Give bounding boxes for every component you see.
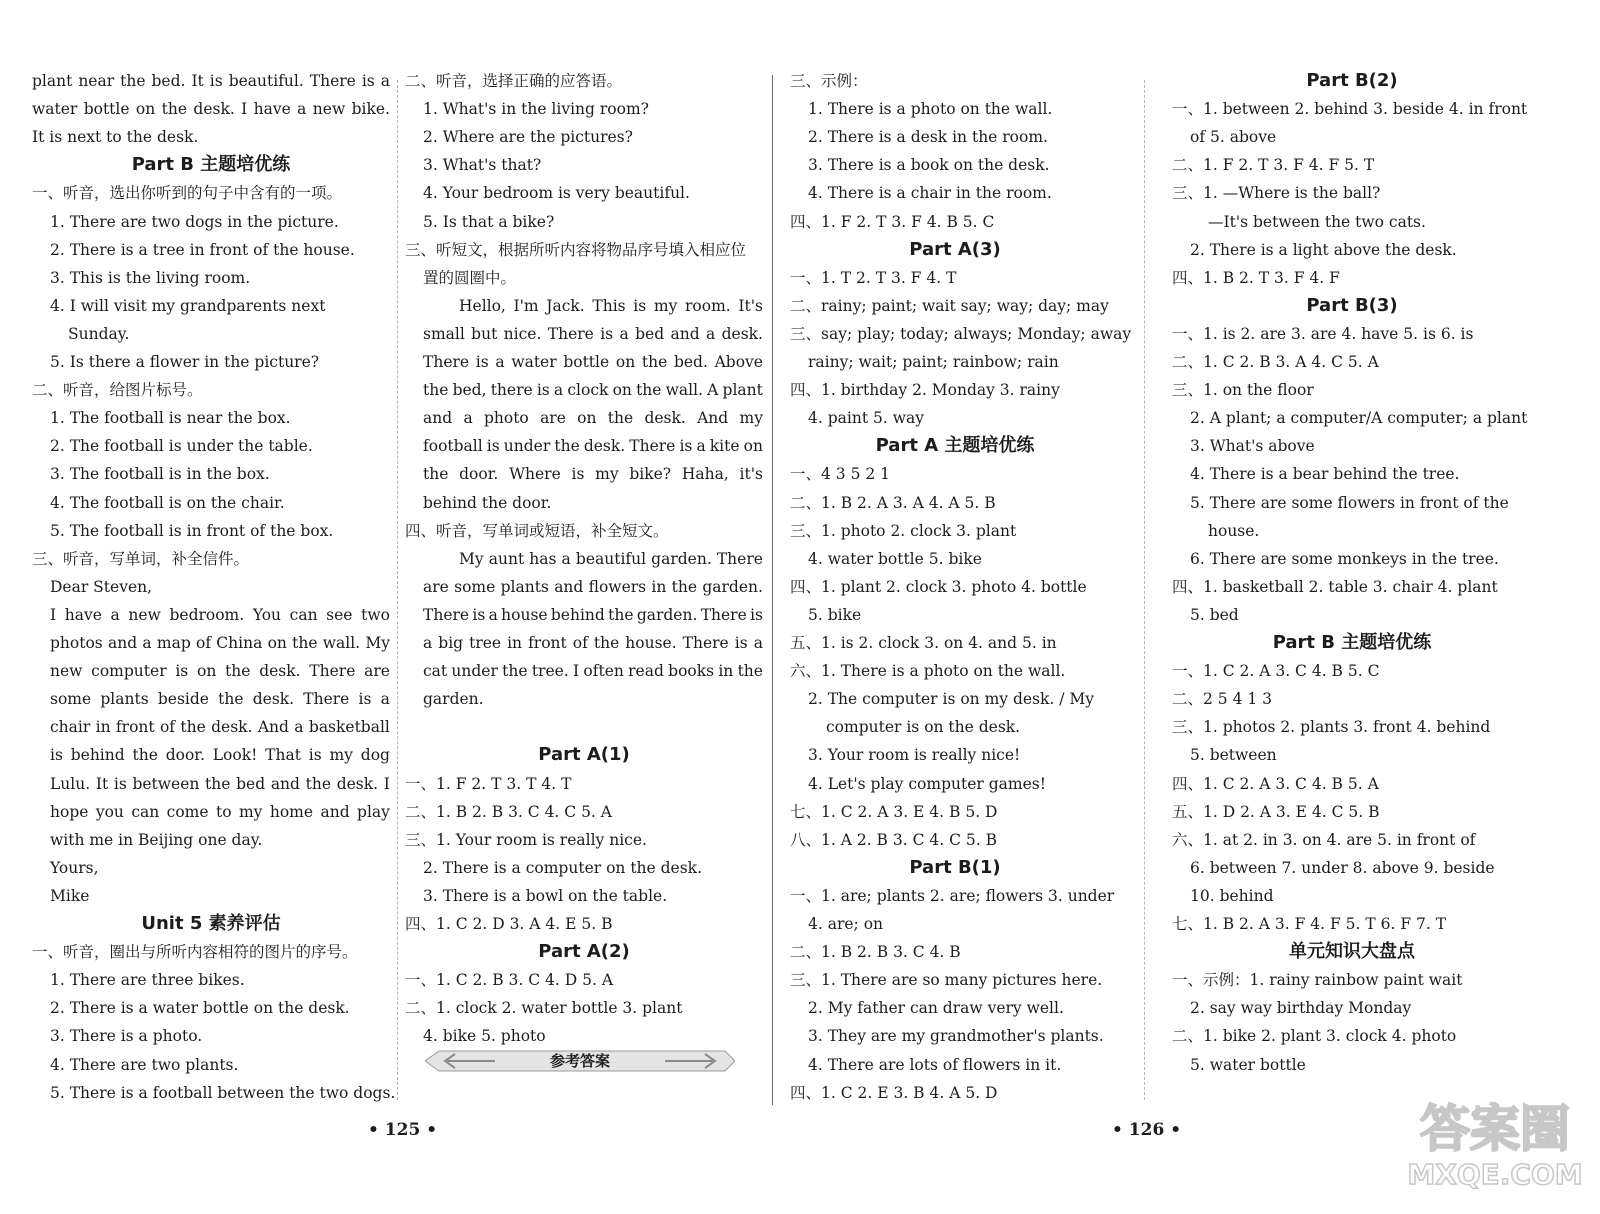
text-line: 四、1. C 2. A 3. C 4. B 5. A: [1172, 775, 1379, 793]
text-line: 一、1. F 2. T 3. T 4. T: [405, 775, 572, 793]
page-number-left: • 125 •: [368, 1120, 438, 1140]
text-line: 六、1. at 2. in 3. on 4. are 5. in front of: [1172, 831, 1476, 849]
text-line: 3. Your room is really nice!: [808, 746, 1021, 764]
text-line: new computer is on the desk. There are: [50, 662, 390, 680]
text-line: 3. This is the living room.: [50, 269, 251, 287]
page-number-right: • 126 •: [1112, 1120, 1182, 1140]
text-line: 1. There are three bikes.: [50, 971, 245, 989]
text-line: 3. The football is in the box.: [50, 465, 270, 483]
text-line: 2. There is a computer on the desk.: [423, 859, 702, 877]
text-line: 三、1. —Where is the ball?: [1172, 184, 1381, 202]
text-line: 二、1. bike 2. plant 3. clock 4. photo: [1172, 1027, 1457, 1045]
text-line: 二、1. C 2. B 3. A 4. C 5. A: [1172, 353, 1379, 371]
section-heading: Part A(3): [909, 239, 1001, 260]
text-line: 3. There is a book on the desk.: [808, 156, 1050, 174]
text-line: chair in front of the desk. And a basketball: [50, 718, 390, 736]
text-line: 2. say way birthday Monday: [1190, 999, 1412, 1017]
text-line: 二、听音，给图片标号。: [32, 381, 203, 399]
text-line: 2. There is a light above the desk.: [1190, 241, 1457, 259]
text-line: 4. are; on: [808, 915, 884, 933]
text-line: 一、1. between 2. behind 3. beside 4. in front: [1172, 100, 1528, 118]
reference-answers-banner: [425, 1048, 735, 1074]
text-line: —It's between the two cats.: [1208, 213, 1426, 231]
text-line: 四、1. birthday 2. Monday 3. rainy: [790, 381, 1060, 399]
text-line: 5. water bottle: [1190, 1056, 1306, 1074]
section-heading: Part B 主题培优练: [1272, 632, 1432, 653]
text-line: 4. I will visit my grandparents next: [50, 297, 326, 315]
text-line: are some plants and flowers in the garden.: [423, 578, 763, 596]
text-line: 三、1. photos 2. plants 3. front 4. behind: [1172, 718, 1491, 736]
text-line: 二、1. F 2. T 3. F 4. F 5. T: [1172, 156, 1375, 174]
text-line: 四、1. C 2. E 3. B 4. A 5. D: [790, 1084, 998, 1102]
text-line: 二、听音，选择正确的应答语。: [405, 72, 623, 90]
text-line: the bed, there is a clock on the wall. A plant: [423, 381, 763, 399]
text-line: is behind the door. Look! That is my dog: [50, 746, 390, 764]
text-line: 五、1. D 2. A 3. E 4. C 5. B: [1172, 803, 1380, 821]
text-line: 4. Your bedroom is very beautiful.: [423, 184, 690, 202]
text-line: 4. water bottle 5. bike: [808, 550, 982, 568]
text-line: with me in Beijing one day.: [50, 831, 263, 849]
text-line: 二、1. clock 2. water bottle 3. plant: [405, 999, 683, 1017]
text-line: 10. behind: [1190, 887, 1274, 905]
text-line: 一、4 3 5 2 1: [790, 465, 891, 483]
text-line: 3. What's above: [1190, 437, 1315, 455]
watermark-logo: [1400, 1088, 1590, 1198]
text-line: some plants beside the desk. There is a: [50, 690, 390, 708]
text-line: 2. There is a tree in front of the house.: [50, 241, 355, 259]
text-line: the door. Where is my bike? Haha, it's: [423, 465, 763, 483]
text-line: 4. The football is on the chair.: [50, 494, 285, 512]
text-line: water bottle on the desk. I have a new bike.: [32, 100, 390, 118]
text-line: 二、rainy; paint; wait say; way; day; may: [790, 297, 1109, 315]
text-line: 七、1. B 2. A 3. F 4. F 5. T 6. F 7. T: [1172, 915, 1447, 933]
text-line: computer is on the desk.: [826, 718, 1021, 736]
text-line: 4. bike 5. photo: [423, 1027, 546, 1045]
text-line: 6. between 7. under 8. above 9. beside: [1190, 859, 1495, 877]
text-line: 5. Is that a bike?: [423, 213, 555, 231]
text-line: 5. The football is in front of the box.: [50, 522, 334, 540]
text-line: 4. There is a chair in the room.: [808, 184, 1052, 202]
text-line: photos and a map of China on the wall. My: [50, 634, 390, 652]
text-line: 一、1. C 2. A 3. C 4. B 5. C: [1172, 662, 1380, 680]
text-line: 四、1. B 2. T 3. F 4. F: [1172, 269, 1340, 287]
section-heading: Part A(2): [538, 941, 630, 962]
text-line: 一、示例：1. rainy rainbow paint wait: [1172, 971, 1463, 989]
text-line: 四、1. plant 2. clock 3. photo 4. bottle: [790, 578, 1087, 596]
text-line: football is under the desk. There is a kite on: [423, 437, 763, 455]
section-heading: Part B(1): [909, 857, 1001, 878]
text-line: 四、1. C 2. D 3. A 4. E 5. B: [405, 915, 613, 933]
text-line: 3. There is a bowl on the table.: [423, 887, 668, 905]
column-divider: [397, 80, 398, 1100]
text-line: 一、1. is 2. are 3. are 4. have 5. is 6. is: [1172, 325, 1474, 343]
text-line: 2. The computer is on my desk. / My: [808, 690, 1095, 708]
text-line: 三、听短文，根据所听内容将物品序号填入相应位: [405, 241, 747, 259]
text-line: plant near the bed. It is beautiful. There is a: [32, 72, 390, 90]
text-line: 置的圆圈中。: [423, 269, 517, 287]
text-line: 2. A plant; a computer/A computer; a plant: [1190, 409, 1528, 427]
text-line: cat under the tree. I often read books in the: [423, 662, 763, 680]
text-line: Dear Steven,: [50, 578, 153, 596]
section-heading: Part B(3): [1306, 295, 1398, 316]
text-line: Mike: [50, 887, 90, 905]
text-line: 三、听音，写单词，补全信件。: [32, 550, 250, 568]
section-heading: 单元知识大盘点: [1289, 941, 1415, 962]
text-line: 2. Where are the pictures?: [423, 128, 633, 146]
text-line: 二、2 5 4 1 3: [1172, 690, 1273, 708]
text-line: 一、听音，圈出与所听内容相符的图片的序号。: [32, 943, 358, 961]
text-line: 2. The football is under the table.: [50, 437, 313, 455]
text-line: 三、1. There are so many pictures here.: [790, 971, 1103, 989]
text-line: a big tree in front of the house. There is a: [423, 634, 763, 652]
text-line: 5. bed: [1190, 606, 1239, 624]
text-line: house.: [1208, 522, 1260, 540]
text-line: I have a new bedroom. You can see two: [50, 606, 390, 624]
text-line: 3. They are my grandmother's plants.: [808, 1027, 1104, 1045]
text-line: 1. There is a photo on the wall.: [808, 100, 1053, 118]
text-line: 四、1. basketball 2. table 3. chair 4. plant: [1172, 578, 1498, 596]
text-line: 三、示例：: [790, 72, 868, 90]
text-line: behind the door.: [423, 494, 552, 512]
banner-label: 参考答案: [549, 1052, 610, 1070]
section-heading: Unit 5 素养评估: [141, 913, 281, 934]
section-heading: Part A(1): [538, 744, 630, 765]
text-line: 5. bike: [808, 606, 862, 624]
text-line: 二、1. B 2. B 3. C 4. C 5. A: [405, 803, 612, 821]
text-line: 4. There is a bear behind the tree.: [1190, 465, 1460, 483]
text-line: 3. What's that?: [423, 156, 542, 174]
section-heading: Part B(2): [1306, 70, 1398, 91]
text-line: 4. There are two plants.: [50, 1056, 239, 1074]
text-line: small but nice. There is a bed and a desk.: [423, 325, 763, 343]
text-line: hope you can come to my home and play: [50, 803, 390, 821]
text-line: and a photo are on the desk. And my: [423, 409, 763, 427]
text-line: 四、1. F 2. T 3. F 4. B 5. C: [790, 213, 995, 231]
text-line: 5. between: [1190, 746, 1277, 764]
text-line: 七、1. C 2. A 3. E 4. B 5. D: [790, 803, 998, 821]
text-line: 六、1. There is a photo on the wall.: [790, 662, 1066, 680]
text-line: 1. The football is near the box.: [50, 409, 291, 427]
text-line: There is a water bottle on the bed. Above: [423, 353, 763, 371]
text-line: 6. There are some monkeys in the tree.: [1190, 550, 1499, 568]
text-line: 5. Is there a flower in the picture?: [50, 353, 320, 371]
text-line: 三、1. photo 2. clock 3. plant: [790, 522, 1017, 540]
text-line: 4. Let's play computer games!: [808, 775, 1046, 793]
text-line: 三、1. on the floor: [1172, 381, 1314, 399]
section-heading: Part B 主题培优练: [131, 154, 291, 175]
page-gutter: [772, 75, 773, 1105]
text-line: 2. There is a desk in the room.: [808, 128, 1048, 146]
text-line: 一、1. C 2. B 3. C 4. D 5. A: [405, 971, 614, 989]
text-line: 二、1. B 2. A 3. A 4. A 5. B: [790, 494, 996, 512]
text-line: 一、1. are; plants 2. are; flowers 3. under: [790, 887, 1115, 905]
text-line: 五、1. is 2. clock 3. on 4. and 5. in: [790, 634, 1057, 652]
section-heading: Part A 主题培优练: [875, 435, 1035, 456]
text-line: Yours,: [50, 859, 99, 877]
text-line: 一、1. T 2. T 3. F 4. T: [790, 269, 957, 287]
text-line: 四、听音，写单词或短语，补全短文。: [405, 522, 669, 540]
text-line: 2. There is a water bottle on the desk.: [50, 999, 350, 1017]
text-line: 2. My father can draw very well.: [808, 999, 1064, 1017]
text-line: 三、1. Your room is really nice.: [405, 831, 647, 849]
text-line: Sunday.: [68, 325, 130, 343]
text-line: 三、say; play; today; always; Monday; away: [790, 325, 1132, 343]
text-line: 八、1. A 2. B 3. C 4. C 5. B: [790, 831, 997, 849]
watermark-main-text: 答案圈: [1420, 1100, 1570, 1158]
text-line: My aunt has a beautiful garden. There: [459, 550, 763, 568]
column-divider: [1144, 80, 1145, 1100]
text-line: 1. What's in the living room?: [423, 100, 649, 118]
text-line: of 5. above: [1190, 128, 1277, 146]
text-line: 4. There are lots of flowers in it.: [808, 1056, 1062, 1074]
text-line: 3. There is a photo.: [50, 1027, 203, 1045]
text-line: 1. There are two dogs in the picture.: [50, 213, 339, 231]
watermark-url-text: MXQE.COM: [1407, 1158, 1583, 1191]
text-line: garden.: [423, 690, 484, 708]
text-line: 4. paint 5. way: [808, 409, 924, 427]
text-line: rainy; wait; paint; rainbow; rain: [808, 353, 1059, 371]
text-line: 二、1. B 2. B 3. C 4. B: [790, 943, 961, 961]
text-line: 5. There is a football between the two dogs.: [50, 1084, 396, 1102]
text-line: 一、听音，选出你听到的句子中含有的一项。: [32, 184, 343, 202]
text-line: There is a house behind the garden. There is: [423, 606, 763, 624]
text-line: Hello, I'm Jack. This is my room. It's: [459, 297, 763, 315]
text-line: Lulu. It is between the bed and the desk. I: [50, 775, 390, 793]
text-line: It is next to the desk.: [32, 128, 199, 146]
text-line: 5. There are some flowers in front of the: [1190, 494, 1509, 512]
